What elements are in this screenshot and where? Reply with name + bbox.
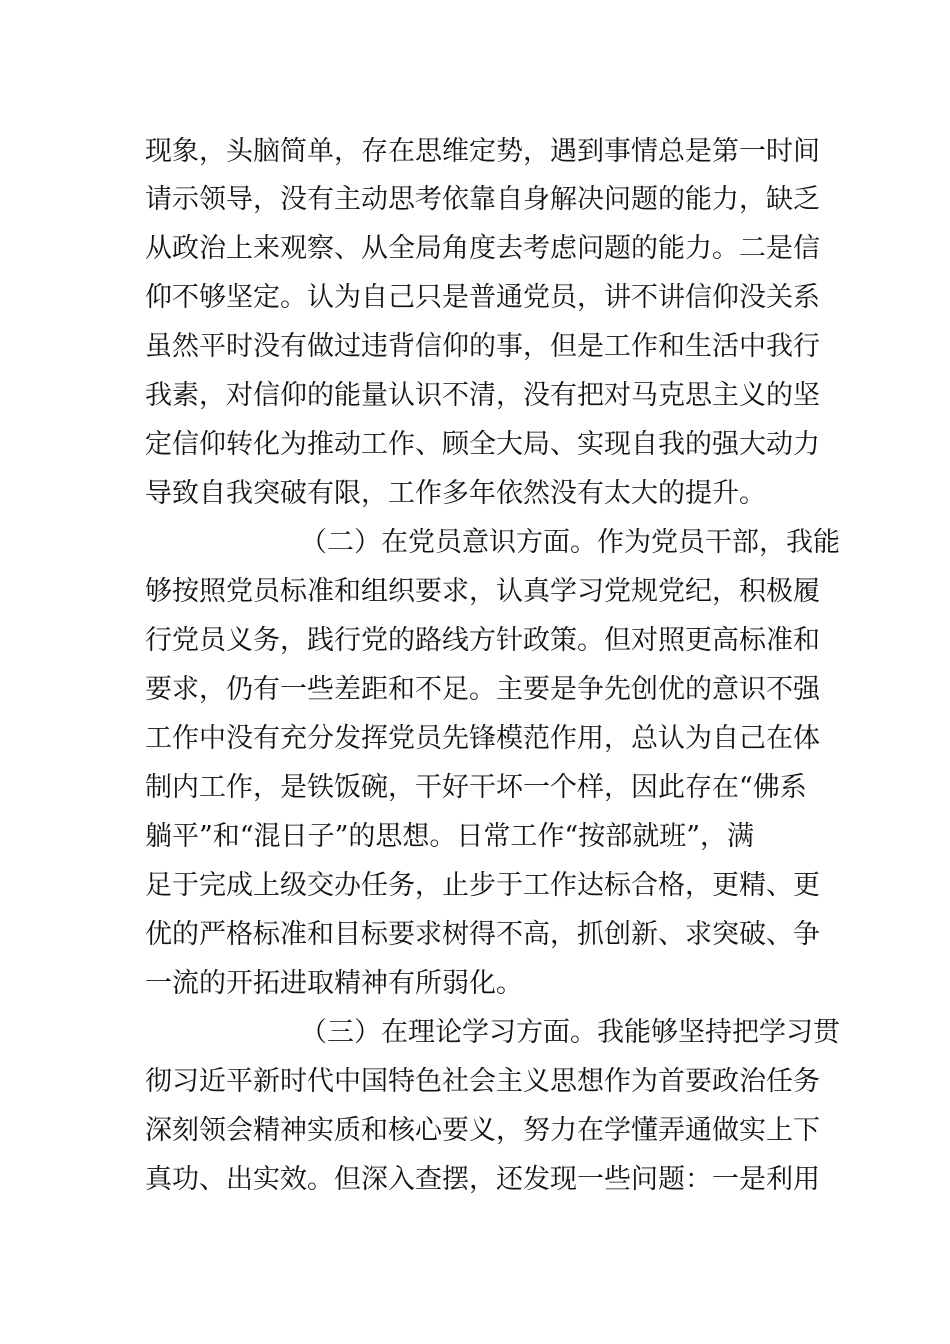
- text-line: 定信仰转化为推动工作、顾全大局、实现自我的强大动力: [145, 429, 820, 460]
- text-line: 一流的开拓进取精神有所弱化。: [145, 968, 523, 999]
- text-line: 深刻领会精神实质和核心要义，努力在学懂弄通做实上下: [145, 1115, 820, 1146]
- text-line: 工作中没有充分发挥党员先锋模范作用，总认为自己在体: [145, 723, 820, 754]
- text-line: 制内工作，是铁饭碗，干好干坏一个样，因此存在“佛系: [145, 772, 807, 803]
- text-line: 优的严格标准和目标要求树得不高，抓创新、求突破、争: [145, 919, 820, 950]
- text-line: 彻习近平新时代中国特色社会主义思想作为首要政治任务: [145, 1066, 820, 1097]
- text-line: 现象，头脑简单，存在思维定势，遇到事情总是第一时间: [145, 136, 820, 167]
- text-line: 虽然平时没有做过违背信仰的事，但是工作和生活中我行: [145, 331, 820, 362]
- section-heading-line: （三）在理论学习方面。我能够坚持把学习贯: [300, 1017, 840, 1048]
- text-line: 从政治上来观察、从全局角度去考虑问题的能力。二是信: [145, 233, 820, 264]
- text-line: 躺平”和“混日子”的思想。日常工作“按部就班”，满: [145, 821, 755, 852]
- text-line: 真功、出实效。但深入查摆，还发现一些问题：一是利用: [145, 1164, 820, 1195]
- section-heading-line: （二）在党员意识方面。作为党员干部，我能: [300, 527, 840, 558]
- text-line: 仰不够坚定。认为自己只是普通党员，讲不讲信仰没关系: [145, 282, 820, 313]
- text-line: 我素，对信仰的能量认识不清，没有把对马克思主义的坚: [145, 380, 820, 411]
- text-line: 请示领导，没有主动思考依靠自身解决问题的能力，缺乏: [145, 184, 820, 215]
- text-line: 要求，仍有一些差距和不足。主要是争先创优的意识不强: [145, 674, 820, 705]
- text-line: 行党员义务，践行党的路线方针政策。但对照更高标准和: [145, 625, 820, 656]
- text-line: 导致自我突破有限，工作多年依然没有太大的提升。: [145, 478, 766, 509]
- text-line: 足于完成上级交办任务，止步于工作达标合格，更精、更: [145, 870, 820, 901]
- text-line: 够按照党员标准和组织要求，认真学习党规党纪，积极履: [145, 576, 820, 607]
